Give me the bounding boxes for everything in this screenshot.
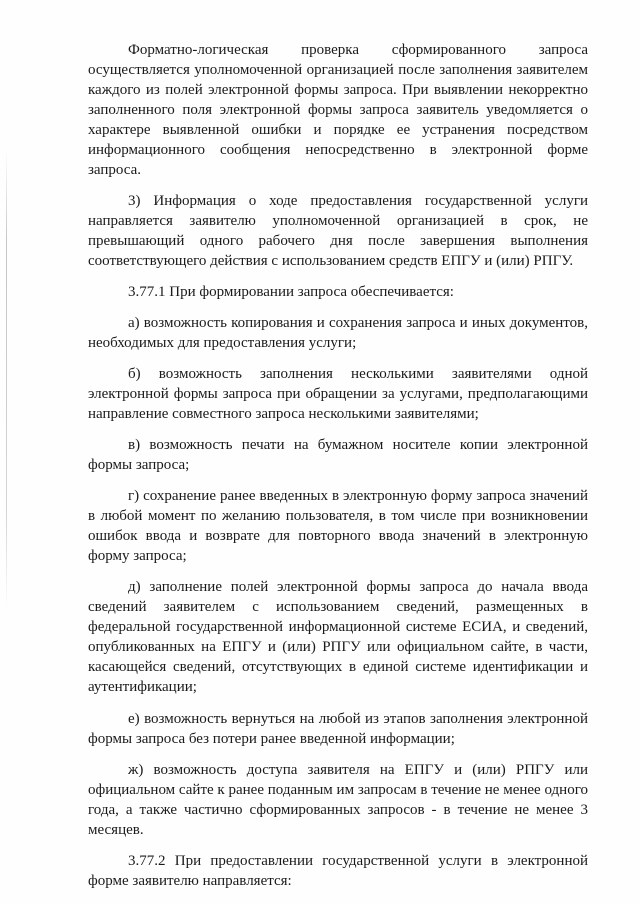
paragraph-3-77-1: 3.77.1 При формировании запроса обеспечивается: xyxy=(128,284,454,300)
paragraph-item-zh: ж) возможность доступа заявителя на ЕПГУ и (или) РПГУ или официальном сайте к ранее поданным им запросам в течение не менее одного года, а также частично сформированных запросов - в течение не менее 3 месяцев. xyxy=(88,762,588,838)
scan-margin-artifact xyxy=(6,150,7,610)
paragraph-item-3: 3) Информация о ходе предоставления государственной услуги направляется заявителю уполномоченной организацией в срок, не превышающий одного рабочего дня после завершения выполнения соответствующего действия с использованием средств ЕПГУ и (или) РПГУ. xyxy=(88,193,588,269)
paragraph-item-v: в) возможность печати на бумажном носителе копии электронной формы запроса; xyxy=(88,437,588,473)
paragraph-item-d: д) заполнение полей электронной формы запроса до начала ввода сведений заявителем с использованием сведений, размещенных в федеральной государственной информационной системе ЕСИА, и сведений, опубликованных на ЕПГУ и (или) РПГУ или официальном сайте, в части, касающейся сведений, отсутствующих в единой системе идентификации и аутентификации; xyxy=(88,579,588,695)
paragraph-item-b: б) возможность заполнения несколькими заявителями одной электронной формы запроса при обращении за услугами, предполагающими направление совместного запроса несколькими заявителями; xyxy=(88,366,588,422)
paragraph-3-77-2: 3.77.2 При предоставлении государственной услуги в электронной форме заявителю направляется: xyxy=(88,853,588,889)
document-body xyxy=(88,40,588,902)
paragraph-item-e: е) возможность вернуться на любой из этапов заполнения электронной формы запроса без потери ранее введенной информации; xyxy=(88,711,588,747)
paragraph-item-a: а) возможность копирования и сохранения запроса и иных документов, необходимых для предоставления услуги; xyxy=(88,315,588,351)
paragraph-item-g: г) сохранение ранее введенных в электронную форму запроса значений в любой момент по желанию пользователя, в том числе при возникновении ошибок ввода и возврате для повторного ввода значений в электронную форму запроса; xyxy=(88,488,588,564)
paragraph-format-check: Форматно-логическая проверка сформированного запроса осуществляется уполномоченной организацией после заполнения заявителем каждого из полей электронной формы запроса. При выявлении некорректно заполненного поля электронной формы запроса заявитель уведомляется о характере выявленной ошибки и порядке ее устранения посредством информационного сообщения непосредственно в электронной форме запроса. xyxy=(88,42,588,178)
